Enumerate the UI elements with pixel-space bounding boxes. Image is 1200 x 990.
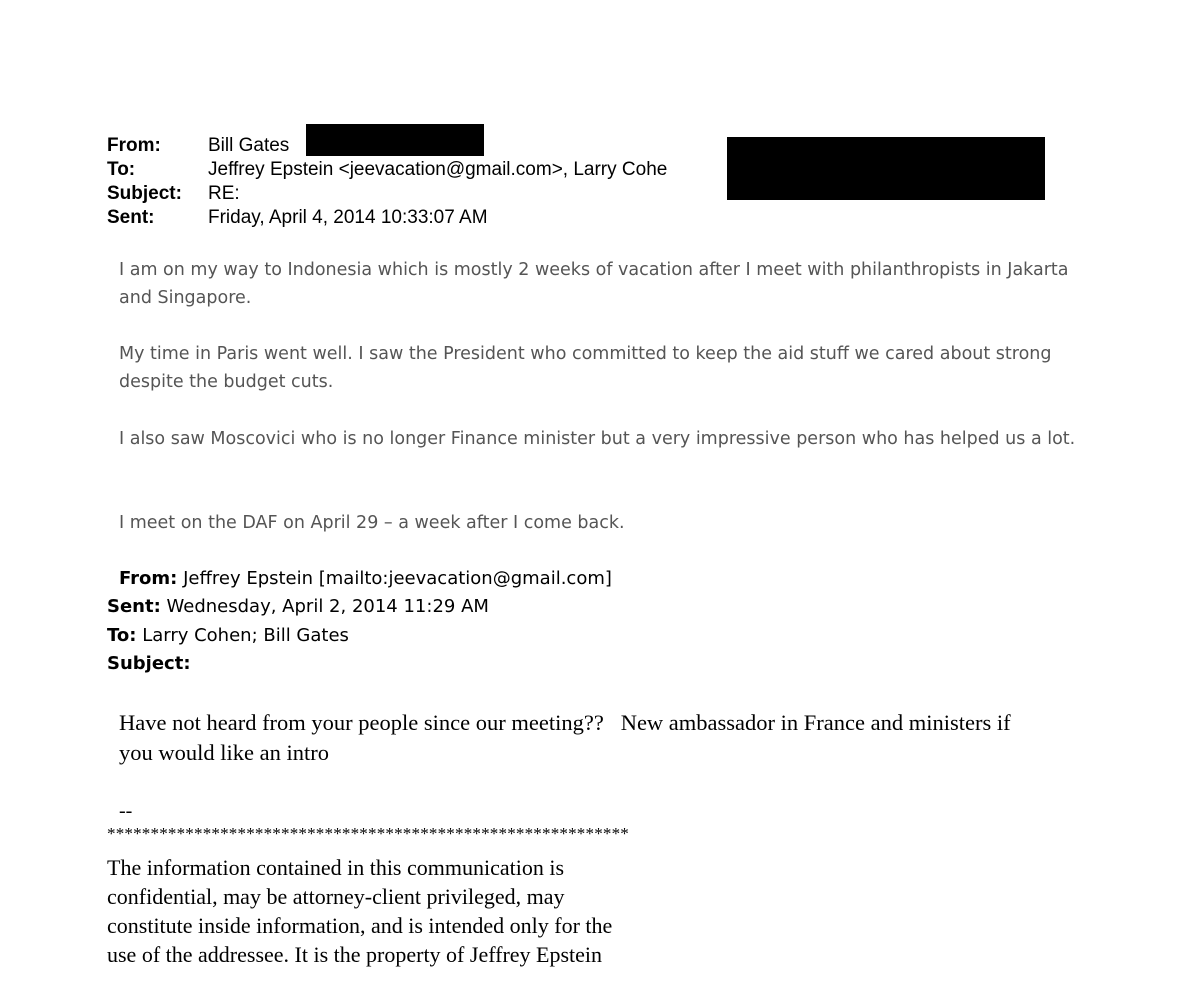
redaction-box-to bbox=[727, 137, 1045, 200]
fwd-to-label: To: bbox=[107, 625, 137, 646]
fwd-from-row bbox=[119, 565, 612, 593]
body-paragraph-4: I meet on the DAF on April 29 – a week after I come back. bbox=[119, 513, 625, 533]
header-sent-value: Friday, April 4, 2014 10:33:07 AM bbox=[208, 207, 488, 228]
header-from-value: Bill Gates bbox=[208, 135, 290, 156]
body-paragraph-3: I also saw Moscovici who is no longer Finance minister but a very impressive person who has helped us a lot. bbox=[119, 429, 1076, 449]
fwd-from-label: From: bbox=[119, 568, 178, 589]
fwd-sent-label: Sent: bbox=[107, 596, 161, 617]
header-subject-label: Subject: bbox=[107, 183, 182, 204]
header-to-label: To: bbox=[107, 159, 136, 180]
fwd-sent-value: Wednesday, April 2, 2014 11:29 AM bbox=[166, 596, 489, 617]
signature-stars: ************************************************************ bbox=[107, 824, 629, 843]
fwd-to-row bbox=[107, 622, 349, 650]
signature-dashes: -- bbox=[119, 800, 133, 822]
fwd-message: Have not heard from your people since our meeting?? New ambassador in France and ministers if you would like an intro bbox=[119, 710, 1017, 765]
fwd-to-value: Larry Cohen; Bill Gates bbox=[142, 625, 349, 646]
redaction-box-from bbox=[306, 124, 484, 156]
confidentiality-disclaimer: The information contained in this communication is confidential, may be attorney-client privileged, may constitute inside information, and is intended only for the use of the addressee. It is the property of Jeffrey Epstein bbox=[107, 855, 613, 967]
header-to-value: Jeffrey Epstein <jeevacation@gmail.com>, Larry Cohe bbox=[208, 159, 668, 180]
header-from-label: From: bbox=[107, 135, 161, 156]
header-sent-label: Sent: bbox=[107, 207, 155, 228]
fwd-from-value: Jeffrey Epstein [mailto:jeevacation@gmail.com] bbox=[183, 568, 612, 589]
body-paragraph-1: I am on my way to Indonesia which is mostly 2 weeks of vacation after I meet with philanthropists in Jakarta and Singapore. bbox=[119, 260, 1069, 308]
header-subject-value: RE: bbox=[208, 183, 240, 204]
fwd-subject-label: Subject: bbox=[107, 653, 191, 674]
fwd-sent-row bbox=[107, 593, 489, 621]
body-paragraph-2: My time in Paris went well. I saw the President who committed to keep the aid stuff we cared about strong despite the budget cuts. bbox=[119, 344, 1052, 392]
fwd-subject-row bbox=[107, 650, 191, 678]
